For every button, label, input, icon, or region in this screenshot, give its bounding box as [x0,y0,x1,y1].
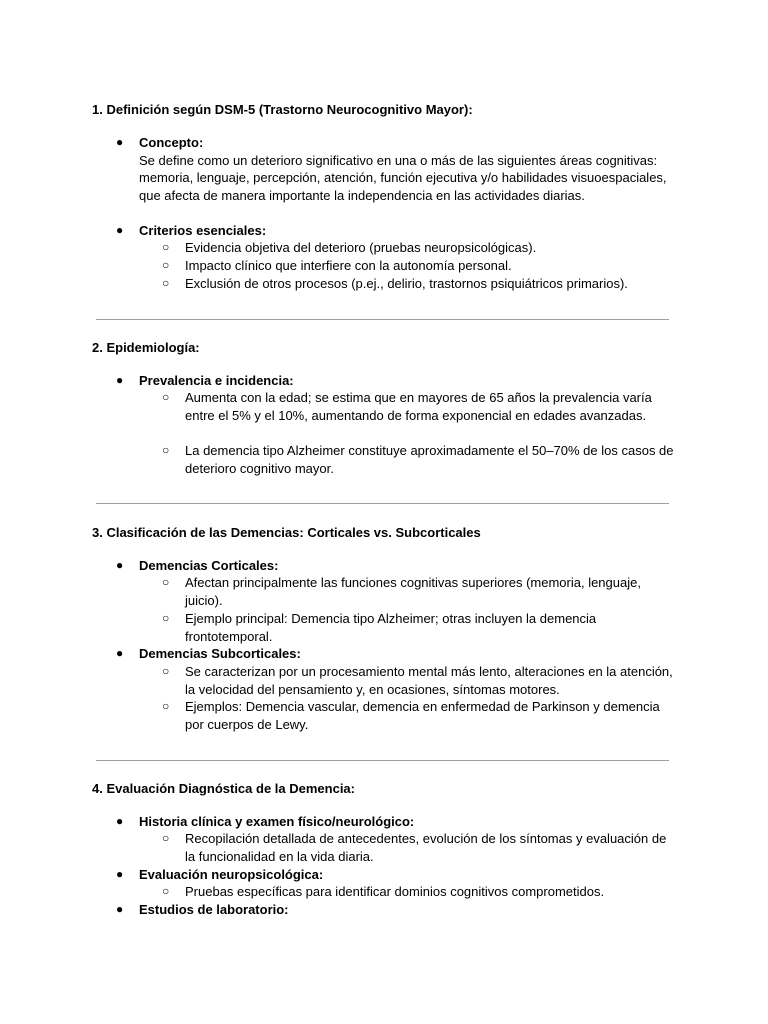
section-1-heading: 1. Definición según DSM-5 (Trastorno Neurocognitivo Mayor): [92,102,473,117]
sub-list-item [162,239,675,257]
list-item-concepto [116,134,669,204]
bullet-label: Demencias Corticales: [139,558,279,573]
circle-bullet-icon: ○ [162,240,170,254]
bullet-icon: ● [116,902,124,916]
bullet-icon: ● [116,373,124,387]
list-item-neuropsicologica [116,866,669,884]
circle-bullet-icon: ○ [162,575,170,589]
circle-bullet-icon: ○ [162,611,170,625]
list-item-corticales [116,557,669,575]
sub-item-text: La demencia tipo Alzheimer constituye aproximadamente el 50–70% de los casos de deterioro cognitivo mayor. [185,443,674,476]
section-3-heading: 3. Clasificación de las Demencias: Corticales vs. Subcorticales [92,525,481,540]
bullet-label: Prevalencia e incidencia: [139,373,294,388]
list-item-historia [116,813,669,831]
bullet-text: Se define como un deterioro significativo en una o más de las siguientes áreas cognitivas: memoria, lenguaje, percepción, atención, función ejecutiva y/o habilidades visuoespaciales, que afecta de manera importante la independencia en las actividades diarias. [139,152,667,203]
list-item-prevalencia [116,372,669,390]
bullet-icon: ● [116,646,124,660]
circle-bullet-icon: ○ [162,258,170,272]
section-divider [96,319,669,320]
bullet-label: Criterios esenciales: [139,223,267,238]
sub-item-text: Exclusión de otros procesos (p.ej., delirio, trastornos psiquiátricos primarios). [185,276,628,291]
sub-item-text: Recopilación detallada de antecedentes, evolución de los síntomas y evaluación de la funcionalidad en la vida diaria. [185,831,667,864]
bullet-icon: ● [116,223,124,237]
sub-list-item [162,389,675,424]
circle-bullet-icon: ○ [162,276,170,290]
section-4-heading: 4. Evaluación Diagnóstica de la Demencia: [92,781,355,796]
sub-item-text: Evidencia objetiva del deterioro (pruebas neuropsicológicas). [185,240,537,255]
bullet-label: Evaluación neuropsicológica: [139,867,324,882]
list-item-criterios [116,222,669,240]
sub-list-item [162,830,675,865]
circle-bullet-icon: ○ [162,831,170,845]
sub-item-text: Pruebas específicas para identificar dominios cognitivos comprometidos. [185,884,605,899]
bullet-label: Concepto: [139,135,204,150]
section-divider [96,503,669,504]
sub-list-item [162,275,675,293]
circle-bullet-icon: ○ [162,699,170,713]
sub-list-item [162,257,675,275]
circle-bullet-icon: ○ [162,443,170,457]
bullet-icon: ● [116,814,124,828]
section-2-heading: 2. Epidemiología: [92,340,200,355]
sub-item-text: Ejemplo principal: Demencia tipo Alzheimer; otras incluyen la demencia frontotemporal. [185,611,597,644]
sub-list-item [162,574,675,609]
sub-item-text: Impacto clínico que interfiere con la autonomía personal. [185,258,512,273]
sub-list-item [162,663,675,698]
sub-item-text: Ejemplos: Demencia vascular, demencia en enfermedad de Parkinson y demencia por cuerpos de Lewy. [185,699,660,732]
bullet-label: Estudios de laboratorio: [139,902,289,917]
sub-list-item [162,610,675,645]
circle-bullet-icon: ○ [162,664,170,678]
bullet-label: Historia clínica y examen físico/neurológico: [139,814,415,829]
bullet-icon: ● [116,135,124,149]
sub-item-text: Se caracterizan por un procesamiento mental más lento, alteraciones en la atención, la velocidad del pensamiento y, en ocasiones, síntomas motores. [185,664,673,697]
circle-bullet-icon: ○ [162,390,170,404]
bullet-icon: ● [116,558,124,572]
sub-list-item [162,698,675,733]
bullet-label: Demencias Subcorticales: [139,646,301,661]
bullet-icon: ● [116,867,124,881]
section-divider [96,760,669,761]
sub-list-item [162,442,675,477]
list-item-subcorticales [116,645,669,663]
list-item-laboratorio [116,901,669,919]
sub-list-item [162,883,675,901]
circle-bullet-icon: ○ [162,884,170,898]
sub-item-text: Aumenta con la edad; se estima que en mayores de 65 años la prevalencia varía entre el 5% y el 10%, aumentando de forma exponencial en edades avanzadas. [185,390,652,423]
sub-item-text: Afectan principalmente las funciones cognitivas superiores (memoria, lenguaje, juicio). [185,575,641,608]
